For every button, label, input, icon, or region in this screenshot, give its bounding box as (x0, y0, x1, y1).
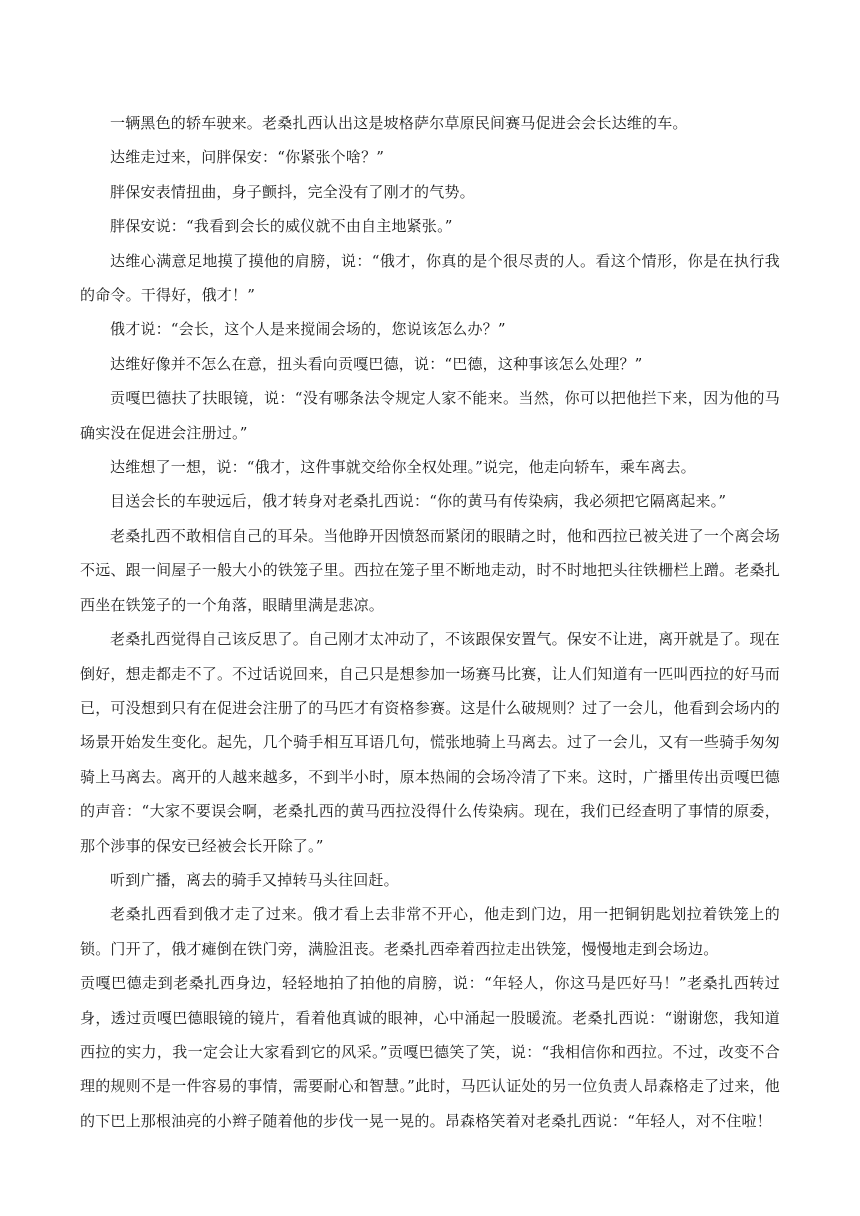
paragraph-6: 俄才说：“会长，这个人是来搅闹会场的，您说该怎么办？” (110, 320, 506, 339)
paragraph-2: 达维走过来，问胖保安：“你紧张个啥？” (110, 148, 385, 167)
paragraph-5: 达维心满意足地摸了摸他的肩膀，说：“俄才，你真的是个很尽责的人。看这个情形，你是在执行我的命令。干得好，俄才！” (80, 251, 780, 305)
paragraph-3: 胖保安表情扭曲，身子颤抖，完全没有了刚才的气势。 (110, 182, 475, 201)
story-text (80, 106, 780, 1138)
paragraph-1: 一辆黑色的轿车驶来。老桑扎西认出这是坡格萨尔草原民间赛马促进会会长达维的车。 (110, 114, 688, 132)
paragraph-4: 胖保安说：“我看到会长的威仪就不由自主地紧张。” (110, 217, 453, 236)
paragraph-10: 目送会长的车驶远后，俄才转身对老桑扎西说：“你的黄马有传染病，我必须把它隔离起来。” (110, 492, 727, 511)
paragraph-9: 达维想了一想，说：“俄才，这件事就交给你全权处理。”说完，他走向轿车，乘车离去。 (110, 458, 696, 477)
paragraph-12: 老桑扎西觉得自己该反思了。自己刚才太冲动了，不该跟保安置气。保安不让进，离开就是了。现在倒好，想走都走不了。不过话说回来，自己只是想参加一场赛马比赛，让人们知道有一匹叫西拉的好马而已，可没想到只有在促进会注册了的马匹才有资格参赛。这是什么破规则？过了一会儿，他看到会场内的场景开始发生变化。起先，几个骑手相互耳语几句，慌张地骑上马离去。过了一会儿，又有一些骑手匆匆骑上马离去。离开的人越来越多，不到半小时，原本热闹的会场冷清了下来。这时，广播里传出贡嘎巴德的声音：“大家不要误会啊，老桑扎西的黄马西拉没得什么传染病。现在，我们已经查明了事情的原委，那个涉事的保安已经被会长开除了。” (80, 630, 780, 855)
paragraph-7: 达维好像并不怎么在意，扭头看向贡嘎巴德，说：“巴德，这种事该怎么处理？” (110, 354, 643, 373)
paragraph-11: 老桑扎西不敢相信自己的耳朵。当他睁开因愤怒而紧闭的眼睛之时，他和西拉已被关进了一个离会场不远、跟一间屋子一般大小的铁笼子里。西拉在笼子里不断地走动，时不时地把头往铁栅栏上蹭。老桑扎西坐在铁笼子的一个角落，眼睛里满是悲凉。 (80, 526, 780, 614)
paragraph-13: 听到广播，离去的骑手又掉转马头往回赶。 (110, 870, 399, 889)
paragraph-15: 贡嘎巴德走到老桑扎西身边，轻轻地拍了拍他的肩膀，说：“年轻人，你这马是匹好马！”老桑扎西转过身，透过贡嘎巴德眼镜的镜片，看着他真诚的眼神，心中涌起一股暖流。老桑扎西说：“谢谢您，我知道西拉的实力，我一定会让大家看到它的风采。”贡嘎巴德笑了笑，说：“我相信你和西拉。不过，改变不合理的规则不是一件容易的事情，需要耐心和智慧。”此时，马匹认证处的另一位负责人昂森格走了过来，他的下巴上那根油亮的小辫子随着他的步伐一晃一晃的。昂森格笑着对老桑扎西说：“年轻人，对不住啦！ (80, 974, 780, 1130)
paragraph-8: 贡嘎巴德扶了扶眼镜，说：“没有哪条法令规定人家不能来。当然，你可以把他拦下来，因为他的马确实没在促进会注册过。” (80, 389, 780, 442)
paragraph-14: 老桑扎西看到俄才走了过来。俄才看上去非常不开心，他走到门边，用一把铜钥匙划拉着铁笼上的锁。门开了，俄才瘫倒在铁门旁，满脸沮丧。老桑扎西牵着西拉走出铁笼，慢慢地走到会场边。 (80, 905, 780, 958)
